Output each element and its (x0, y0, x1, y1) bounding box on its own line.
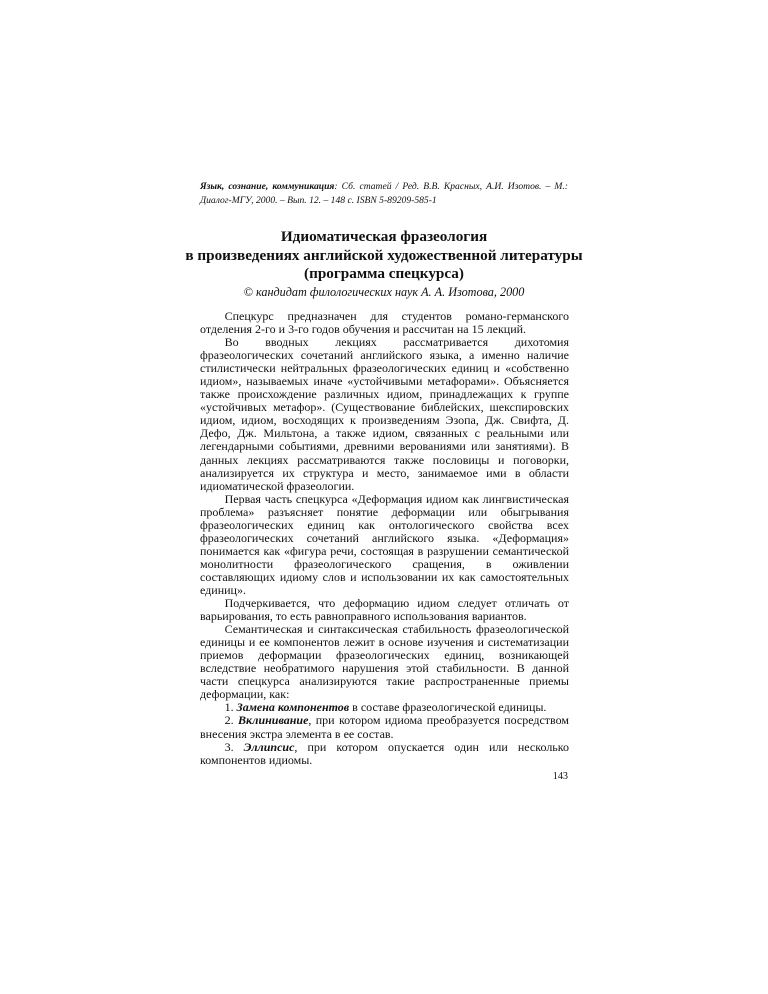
bibliographic-reference (200, 180, 568, 208)
list-item-2 (200, 714, 569, 740)
page-number: 143 (552, 771, 568, 782)
title-line-3: (программа спецкурса) (304, 265, 464, 282)
list-number-1: 1. (224, 700, 237, 715)
list-item-3 (200, 741, 569, 767)
author-line: © кандидат филологических наук А. А. Изотова, 2000 (243, 285, 525, 299)
list-text-3: , при котором опускается один или несколько компонентов идиомы. (200, 739, 570, 767)
article-title (160, 228, 608, 284)
body-text (200, 310, 569, 767)
list-term-1: Замена компонентов (236, 700, 350, 715)
list-number-2: 2. (224, 713, 238, 728)
title-line-1: Идиоматическая фразеология (280, 228, 488, 245)
citation-lead: Язык, сознание, коммуникация (200, 181, 335, 192)
paragraph-3: Первая часть спецкурса «Деформация идиом как лингвистическая проблема» разъясняет понятие деформации или обыгрывания фразеологических единиц как онтологического свойства всех фразеологических сочетаний английского языка. «Деформация» понимается как «фигура речи, состоящая в разрушении семантической монолитности фразеологического сращения, в оживлении составляющих идиому слов и использовании их как самостоятельных единиц». (200, 491, 569, 597)
list-term-2: Вклинивание (237, 713, 309, 728)
title-line-2: в произведениях английской художественной литературы (185, 246, 583, 264)
paragraph-4: Подчеркивается, что деформацию идиом следует отличать от варьирования, то есть равноправного использования вариантов. (200, 596, 569, 624)
paragraph-2: Во вводных лекциях рассматривается дихотомия фразеологических сочетаний английского языка, а именно наличие стилистически нейтральных фразеологических единиц и «собственно идиом», называемых иначе «устойчивыми метафорами». Объясняется также происхождение различных идиом, принадлежащих к группе «устойчивых метафор». (Существование библейских, шекспировских идиом, идиом, восходящих к произведениям Эзопа, Дж. Свифта, Д. Дефо, Дж. Мильтона, а также идиом, связанных с реальными или легендарными событиями, древними верованиями или занятиями). В данных лекциях рассматриваются также пословицы и поговорки, анализируется их структура и место, занимаемое ими в области идиоматической фразеологии. (200, 335, 569, 493)
list-text-2: , при котором идиома преобразуется посредством внесения экстра элемента в ее состав. (200, 713, 570, 741)
list-term-3: Эллипсис (243, 739, 295, 754)
paragraph-5: Семантическая и синтаксическая стабильность фразеологической единицы и ее компонентов лежит в основе изучения и систематизации приемов деформации фразеологических единиц, возникающей вследствие необратимого нарушения этой стабильности. В данной части спецкурса анализируются такие распространенные приемы деформации, как: (200, 622, 569, 702)
list-number-3: 3. (224, 739, 244, 754)
citation-rest: : Сб. статей / Ред. В.В. Красных, А.И. Изотов. – М.: Диалог-МГУ, 2000. – Вып. 12. – 148 с. ISBN 5-89209-585-1 (200, 181, 569, 206)
paragraph-1: Спецкурс предназначен для студентов романо-германского отделения 2-го и 3-го годов обучения и рассчитан на 15 лекций. (200, 309, 569, 337)
list-text-1: в составе фразеологической единицы. (349, 700, 547, 715)
